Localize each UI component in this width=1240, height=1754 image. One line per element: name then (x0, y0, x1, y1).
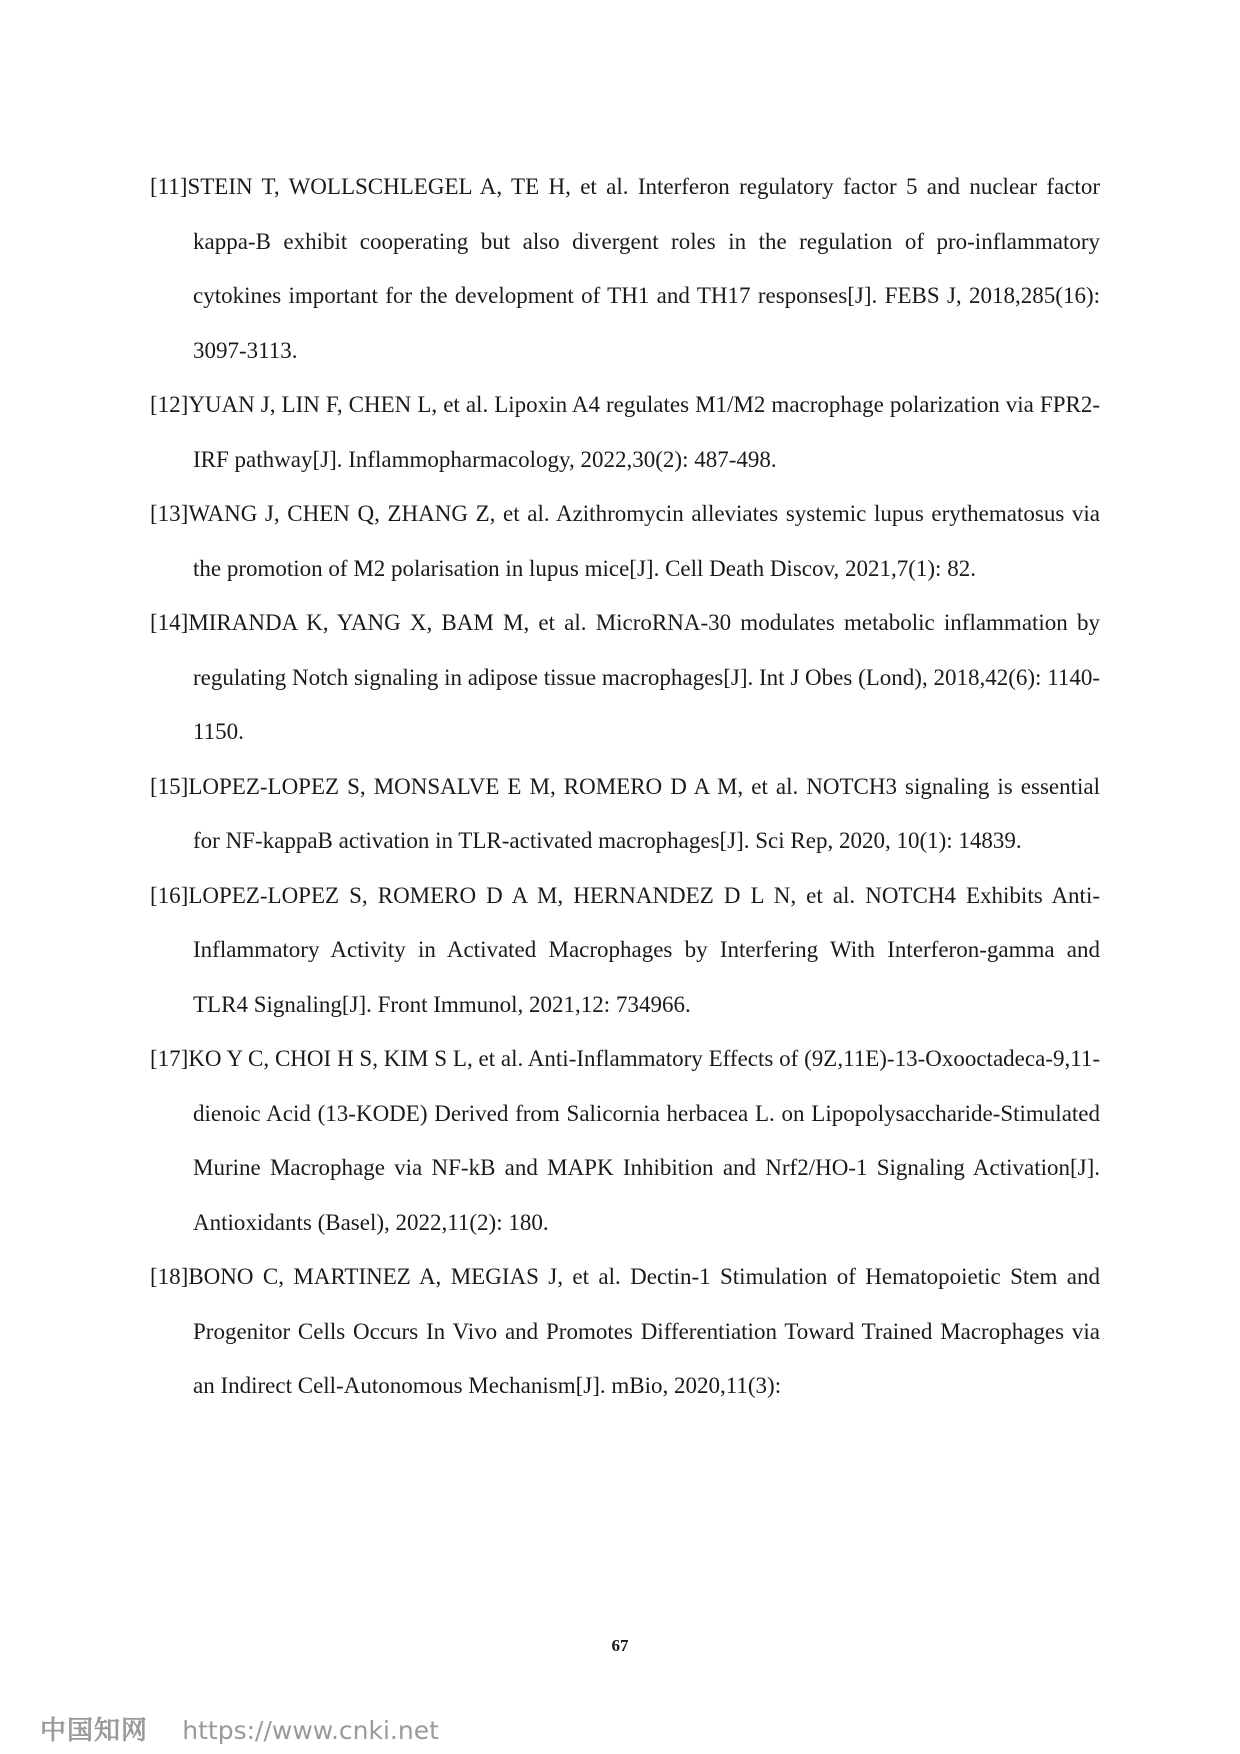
reference-15: [15]LOPEZ-LOPEZ S, MONSALVE E M, ROMERO D A M, et al. NOTCH3 signaling is essential for NF-kappaB activation in TLR-activated macrophages[J]. Sci Rep, 2020, 10(1): 14839. (150, 773, 1100, 853)
reference-14: [14]MIRANDA K, YANG X, BAM M, et al. MicroRNA-30 modulates metabolic inflammation by regulating Notch signaling in adipose tissue macrophages[J]. Int J Obes (Lond), 2018,42(6): 1140-1150. (150, 610, 1100, 744)
watermark-url: https://www.cnki.net (182, 1716, 439, 1745)
reference-13: [13]WANG J, CHEN Q, ZHANG Z, et al. Azithromycin alleviates systemic lupus erythematosus via the promotion of M2 polarisation in lupus mice[J]. Cell Death Discov, 2021,7(1): 82. (150, 501, 1100, 581)
reference-12: [12]YUAN J, LIN F, CHEN L, et al. Lipoxin A4 regulates M1/M2 macrophage polarization via FPR2-IRF pathway[J]. Inflammopharmacology, 2022,30(2): 487-498. (150, 392, 1100, 472)
cnki-watermark (40, 1710, 439, 1747)
reference-11: [11]STEIN T, WOLLSCHLEGEL A, TE H, et al. Interferon regulatory factor 5 and nuclear factor kappa-B exhibit cooperating but also divergent roles in the regulation of pro-inflammatory cytokines important for the development of TH1 and TH17 responses[J]. FEBS J, 2018,285(16): 3097-3113. (150, 174, 1100, 363)
reference-list (150, 160, 1100, 1414)
watermark-logo-text: 中国知网 (40, 1716, 149, 1746)
reference-17: [17]KO Y C, CHOI H S, KIM S L, et al. Anti-Inflammatory Effects of (9Z,11E)-13-Oxooctadeca-9,11-dienoic Acid (13-KODE) Derived from Salicornia herbacea L. on Lipopolysaccharide-Stimulated Murine Macrophage via NF-kB and MAPK Inhibition and Nrf2/HO-1 Signaling Activation[J]. Antioxidants (Basel), 2022,11(2): 180. (150, 1046, 1100, 1235)
page-number: 67 (611, 1636, 629, 1655)
reference-16: [16]LOPEZ-LOPEZ S, ROMERO D A M, HERNANDEZ D L N, et al. NOTCH4 Exhibits Anti-Inflammatory Activity in Activated Macrophages by Interfering With Interferon-gamma and TLR4 Signaling[J]. Front Immunol, 2021,12: 734966. (150, 882, 1100, 1017)
reference-18: [18]BONO C, MARTINEZ A, MEGIAS J, et al. Dectin-1 Stimulation of Hematopoietic Stem and Progenitor Cells Occurs In Vivo and Promotes Differentiation Toward Trained Macrophages via an Indirect Cell-Autonomous Mechanism[J]. mBio, 2020,11(3): (150, 1264, 1100, 1398)
